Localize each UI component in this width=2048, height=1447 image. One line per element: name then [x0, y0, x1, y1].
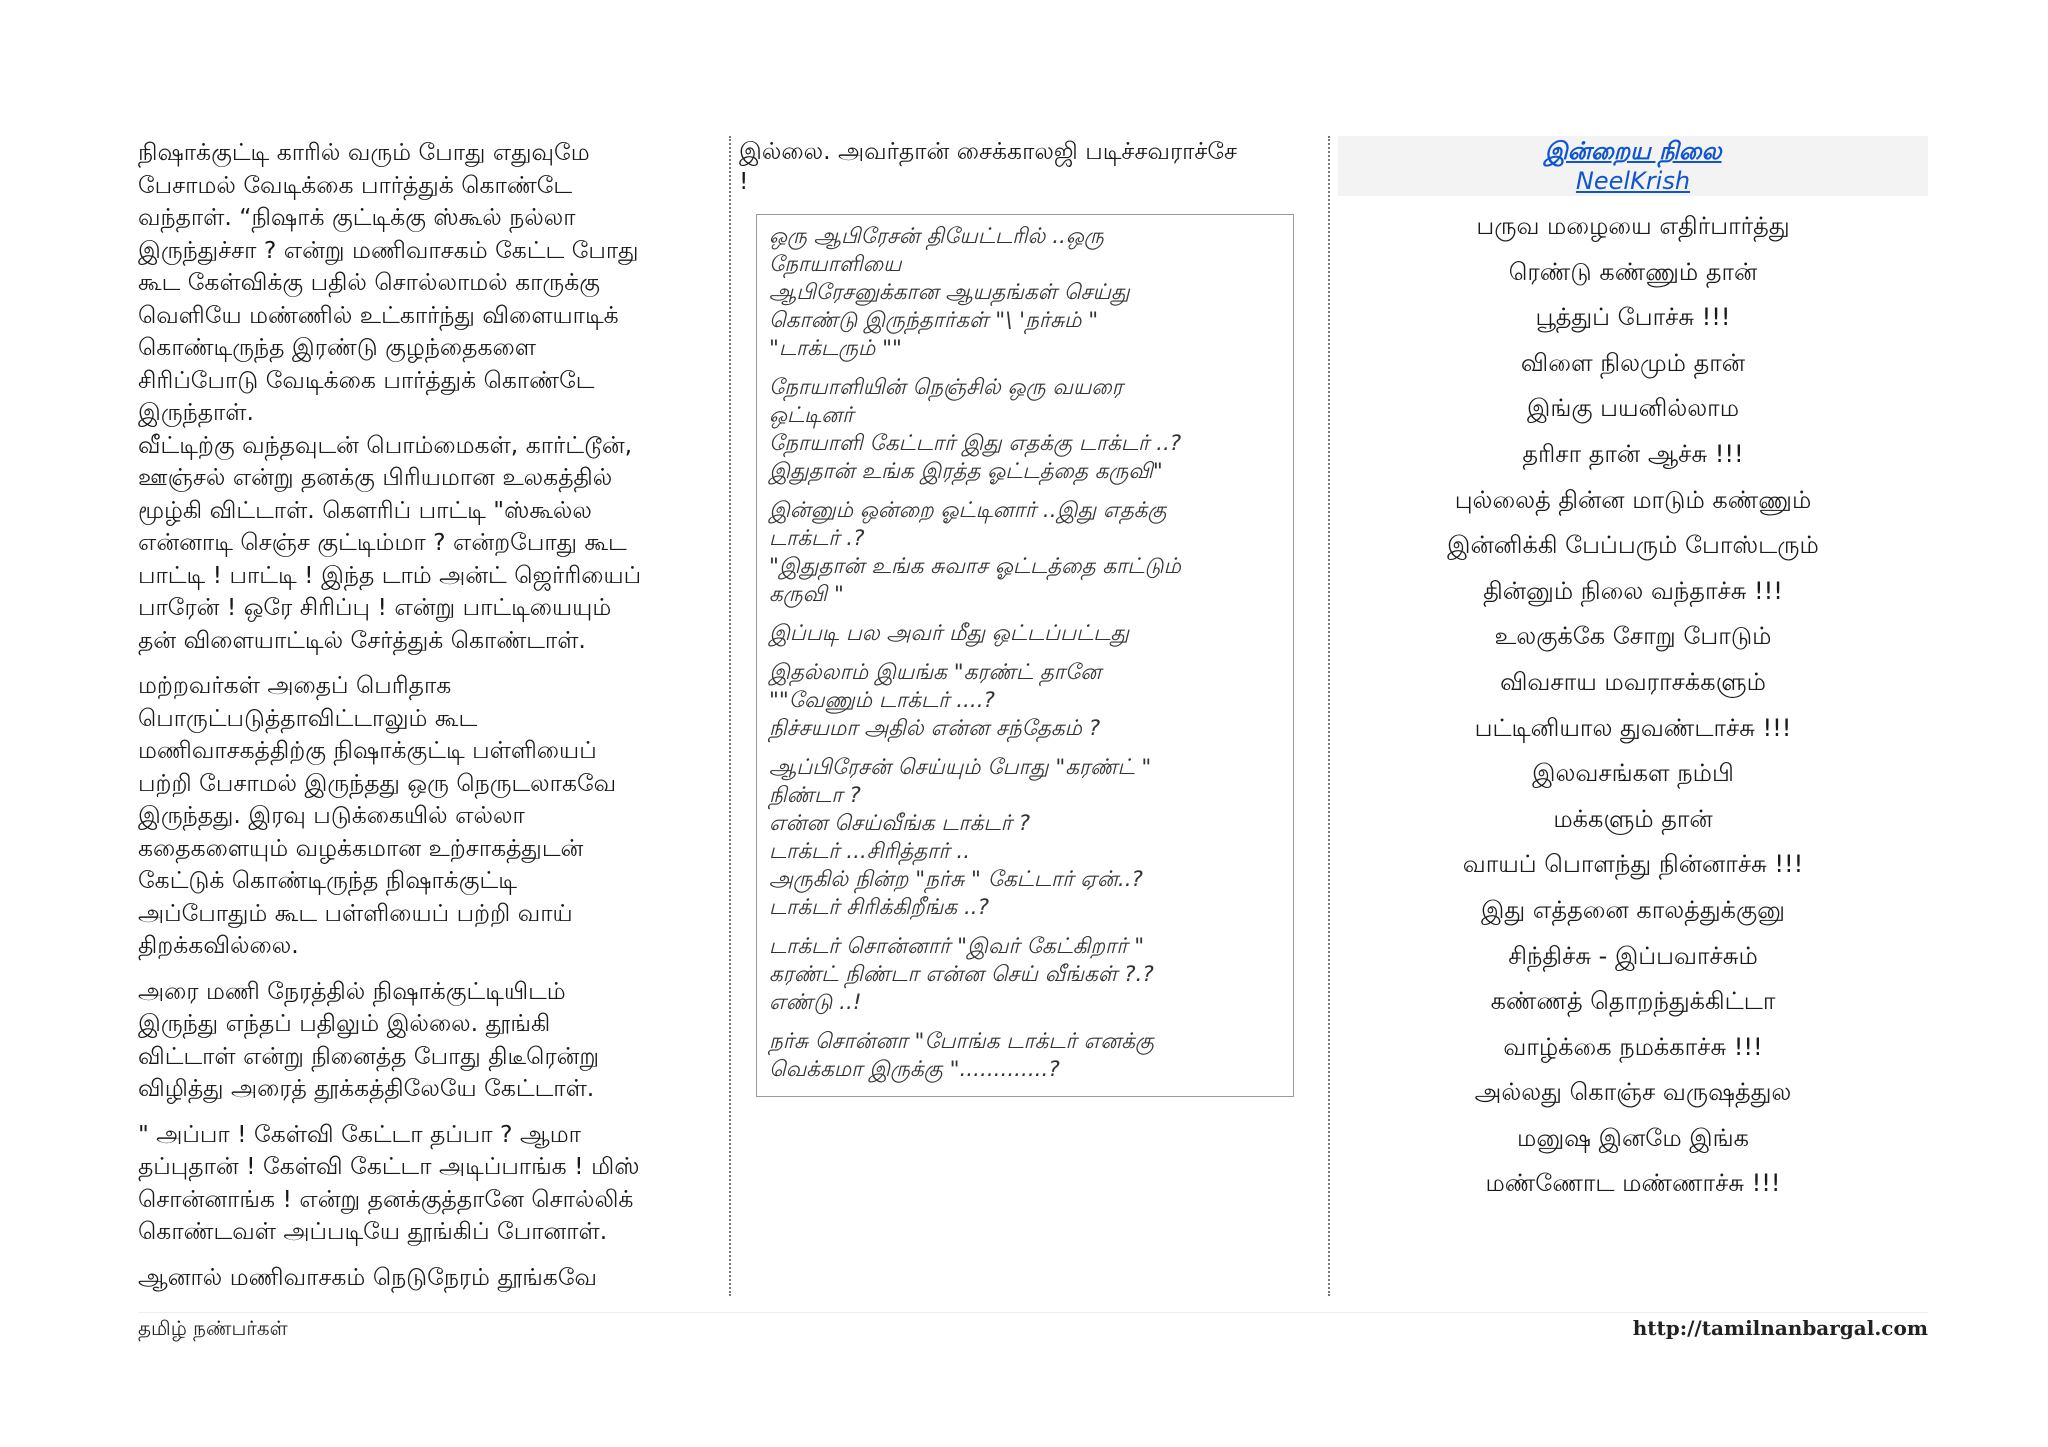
text-line: "டாக்டரும் "" [769, 336, 902, 361]
text-line: இதல்லாம் இயங்க "கரண்ட் தானே [769, 660, 1102, 685]
poem-line: இங்கு பயனில்லாம [1526, 394, 1740, 423]
text-line: இல்லை. அவர்தான் சைக்காலஜி படிச்சவராச்சே [739, 137, 1238, 165]
text-line: " அப்பா ! கேள்வி கேட்டா தப்பா ? ஆமா [138, 1119, 581, 1148]
text-line: தப்புதான் ! கேள்வி கேட்டா அடிப்பாங்க ! மிஸ் [138, 1152, 640, 1180]
joke-paragraph [769, 754, 1273, 922]
poem-line: உலகுக்கே சோறு போடும் [1494, 622, 1772, 651]
text-line: மற்றவர்கள் அதைப் பெரிதாக [138, 671, 452, 699]
poem-line: இன்னிக்கி பேப்பரும் போஸ்டரும் [1447, 531, 1819, 560]
text-line: கதைகளையும் வழக்கமான உற்சாகத்துடன் [138, 833, 584, 862]
story-column [138, 136, 718, 1306]
text-line: நோயாளி கேட்டார் இது எதக்கு டாக்டர் ..? [769, 431, 1182, 456]
text-line: இருந்தது. இரவு படுக்கையில் எல்லா [138, 801, 525, 829]
story-paragraph [138, 669, 718, 962]
joke-paragraph [769, 659, 1273, 743]
text-line: அரை மணி நேரத்தில் நிஷாக்குட்டியிடம் [138, 976, 566, 1005]
text-line: நிஷாக்குட்டி காரில் வரும் போது எதுவுமே [138, 138, 590, 166]
story-paragraph [138, 1118, 718, 1248]
text-line: இப்படி பல அவர் மீது ஒட்டப்பட்டது [769, 621, 1130, 646]
joke-paragraph [769, 497, 1273, 609]
poem-line: இது எத்தனை காலத்துக்குனு [1480, 895, 1786, 924]
text-line: சொன்னாங்க ! என்று தனக்குத்தானே சொல்லிக் [138, 1184, 634, 1213]
poem-line: பருவ மழையை எதிர்பார்த்து [1476, 212, 1790, 240]
poem-line: கண்ணத் தொறந்துக்கிட்டா [1490, 987, 1776, 1016]
text-line: இருந்து எந்தப் பதிலும் இல்லை. தூங்கி [138, 1009, 551, 1037]
text-line: டாக்டர் சொன்னார் "இவர் கேட்கிறார் " [769, 934, 1145, 959]
text-line: ஒரு ஆபிரேசன் தியேட்டரில் ..ஒரு [769, 224, 1104, 249]
text-line: மணிவாசகத்திற்கு நிஷாக்குட்டி பள்ளியைப் [138, 736, 597, 764]
text-line: டாக்டர் ...சிரித்தார் .. [769, 839, 971, 864]
text-line: பாரேன் ! ஒரே சிரிப்பு ! என்று பாட்டியையும் [138, 593, 612, 621]
text-line: ஆனால் மணிவாசகம் நெடுநேரம் தூங்கவே [138, 1262, 597, 1291]
poem-column [1338, 136, 1928, 1207]
column-divider [1328, 136, 1330, 1296]
poem-line: இலவசங்கள நம்பி [1532, 759, 1734, 788]
story-paragraph [138, 975, 718, 1105]
text-line: அப்போதும் கூட பள்ளியைப் பற்றி வாய் [138, 898, 573, 927]
text-line: நோயாளியின் நெஞ்சில் ஒரு வயரை [769, 375, 1123, 400]
poem-line: அல்லது கொஞ்ச வருஷத்துல [1474, 1078, 1792, 1107]
text-line: என்ன செய்வீங்க டாக்டர் ? [769, 811, 1031, 836]
poem-line: தரிசா தான் ஆச்சு !!! [1522, 439, 1744, 468]
text-line: ஊஞ்சல் என்று தனக்கு பிரியமான உலகத்தில் [138, 463, 613, 491]
text-line: மூழ்கி விட்டாள். கௌரிப் பாட்டி "ஸ்கூல்ல [138, 495, 592, 524]
text-line: நிண்டா ? [769, 783, 861, 808]
text-line: இதுதான் உங்க இரத்த ஓட்டத்தை கருவி" [769, 459, 1163, 484]
footer-divider [138, 1312, 1928, 1313]
text-line: அருகில் நின்ற "நர்சு " கேட்டார் ஏன்..? [769, 867, 1143, 892]
text-line: கொண்டிருந்த இரண்டு குழந்தைகளை [138, 333, 536, 361]
text-line: என்னாடி செஞ்ச குட்டிம்மா ? என்றபோது கூட [138, 528, 627, 556]
poem-header [1338, 136, 1928, 196]
text-line: பேசாமல் வேடிக்கை பார்த்துக் கொண்டே [138, 170, 573, 199]
text-line: "இதுதான் உங்க சுவாச ஓட்டத்தை காட்டும் [769, 554, 1181, 579]
joke-paragraph [769, 1028, 1273, 1084]
text-line: வீட்டிற்கு வந்தவுடன் பொம்மைகள், கார்ட்டூன், [138, 430, 633, 459]
poem-body [1338, 204, 1928, 1207]
text-line: கரண்ட் நிண்டா என்ன செய் வீங்கள் ?.? [769, 962, 1154, 987]
poem-line: மனுஷ இனமே இங்க [1517, 1123, 1749, 1152]
joke-paragraph [769, 223, 1273, 363]
text-line: ஆப்பிரேசன் செய்யும் போது "கரண்ட் " [769, 755, 1152, 780]
poem-line: விவசாய மவராசக்களும் [1500, 667, 1766, 696]
text-line: சிரிப்போடு வேடிக்கை பார்த்துக் கொண்டே [138, 365, 595, 394]
joke-box [756, 214, 1294, 1097]
poem-line: ரெண்டு கண்ணும் தான் [1508, 257, 1758, 286]
text-line: ""வேணும் டாக்டர் ....? [769, 688, 995, 713]
poem-line: பூத்துப் போச்சு !!! [1535, 303, 1731, 332]
text-line: ஒட்டினர் [769, 403, 854, 428]
text-line: நர்சு சொன்னா "போங்க டாக்டர் எனக்கு [769, 1029, 1154, 1054]
poem-line: தின்னும் நிலை வந்தாச்சு !!! [1483, 576, 1783, 605]
poem-line: வாயப் பொளந்து நின்னாச்சு !!! [1462, 850, 1804, 879]
text-line: தன் விளையாட்டில் சேர்த்துக் கொண்டாள். [138, 625, 586, 654]
joke-paragraph [769, 374, 1273, 486]
poem-line: மண்ணோட மண்ணாச்சு !!! [1485, 1169, 1781, 1198]
text-line: ! [739, 167, 749, 195]
poem-line: மக்களும் தான் [1553, 804, 1713, 833]
text-line: பற்றி பேசாமல் இருந்தது ஒரு நெருடலாகவே [138, 768, 617, 797]
text-line: வெளியே மண்ணில் உட்கார்ந்து விளையாடிக் [138, 300, 619, 329]
text-line: எண்டு ..! [769, 990, 862, 1015]
text-line: டாக்டர் .? [769, 526, 865, 551]
poem-author-link[interactable]: NeelKrish [1575, 167, 1691, 195]
text-line: இருந்துச்சா ? என்று மணிவாசகம் கேட்ட போது [138, 235, 639, 264]
text-line: வெக்கமா இருக்கு ".............? [769, 1057, 1060, 1082]
text-line: திறக்கவில்லை. [138, 931, 299, 959]
joke-paragraph [769, 933, 1273, 1017]
text-line: இன்னும் ஒன்றை ஓட்டினார் ..இது எதக்கு [769, 498, 1167, 523]
column-divider [729, 136, 731, 1296]
poem-line: பட்டினியால துவண்டாச்சு !!! [1474, 713, 1792, 742]
text-line: விழித்து அரைத் தூக்கத்திலேயே கேட்டாள். [138, 1074, 595, 1102]
joke-paragraph [769, 620, 1273, 648]
text-line: கொண்டு இருந்தார்கள் "\ 'நர்சும் " [769, 308, 1099, 333]
footer-url[interactable]: http://tamilnanbargal.com [1632, 1316, 1928, 1340]
poem-line: விளை நிலமும் தான் [1520, 348, 1746, 377]
text-line: ஆபிரேசனுக்கான ஆயதங்கள் செய்து [769, 280, 1130, 305]
footer-site-name: தமிழ் நண்பர்கள் [138, 1316, 288, 1340]
poem-title-link[interactable]: இன்றைய நிலை [1544, 137, 1722, 165]
text-line: பொருட்படுத்தாவிட்டாலும் கூட [138, 703, 478, 732]
story-paragraph [138, 136, 718, 656]
text-line: நிச்சயமா அதில் என்ன சந்தேகம் ? [769, 716, 1101, 741]
text-line: நோயாளியை [769, 252, 902, 277]
middle-column [739, 136, 1309, 1097]
text-line: விட்டாள் என்று நினைத்த போது திடீரென்று [138, 1041, 600, 1070]
text-line: கருவி " [769, 582, 844, 607]
text-line: கூட கேள்விக்கு பதில் சொல்லாமல் காருக்கு [138, 268, 600, 296]
poem-line: சிந்திச்சு - இப்பவாச்சும் [1508, 941, 1758, 970]
story-continuation [739, 136, 1309, 196]
text-line: இருந்தாள். [138, 398, 254, 426]
text-line: கொண்டவள் அப்படியே தூங்கிப் போனாள். [138, 1217, 608, 1245]
text-line: பாட்டி ! பாட்டி ! இந்த டாம் அன்ட் ஜெர்ரியைப் [138, 560, 642, 589]
poem-line: புல்லைத் தின்ன மாடும் கண்ணும் [1454, 485, 1812, 514]
poem-line: வாழ்க்கை நமக்காச்சு !!! [1503, 1032, 1763, 1061]
text-line: கேட்டுக் கொண்டிருந்த நிஷாக்குட்டி [138, 866, 517, 894]
story-paragraph [138, 1261, 718, 1294]
text-line: டாக்டர் சிரிக்கிறீங்க ..? [769, 895, 990, 920]
text-line: வந்தாள். “நிஷாக் குட்டிக்கு ஸ்கூல் நல்லா [138, 203, 576, 231]
